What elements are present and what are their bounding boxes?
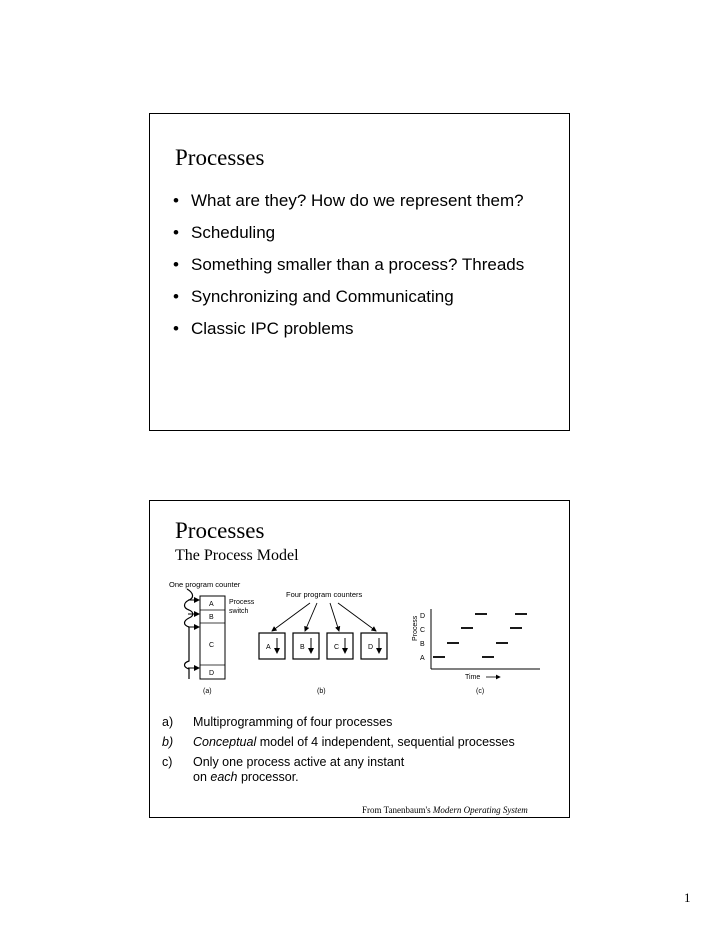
- slide-1: [149, 113, 570, 431]
- panel-b: [259, 590, 387, 695]
- source-credit: From Tanenbaum's Modern Operating System: [362, 805, 528, 815]
- page-number: 1: [684, 890, 691, 905]
- slide-2-title: Processes: [175, 518, 265, 543]
- bullet-item: • Scheduling: [173, 223, 276, 242]
- process-a-label: A: [209, 601, 214, 608]
- figure-captions: [162, 715, 567, 790]
- slide-1-title: Processes: [175, 145, 265, 170]
- bullet-dot-icon: •: [173, 191, 179, 210]
- panel-a: [169, 580, 255, 695]
- panel-c-caption: (c): [476, 688, 485, 695]
- bullet-dot-icon: •: [173, 287, 179, 306]
- axis-label-a: A: [420, 655, 425, 662]
- caption-item: b) Conceptual model of 4 independent, sequential processes: [162, 735, 515, 749]
- caption-item: a) Multiprogramming of four processes: [162, 715, 393, 729]
- panel-b-caption: (b): [317, 688, 326, 695]
- bullet-dot-icon: •: [173, 223, 179, 242]
- process-box-a: [259, 633, 285, 659]
- panel-a-caption: (a): [203, 688, 212, 695]
- y-axis-label: Process: [412, 615, 419, 641]
- axis-label-b: B: [420, 641, 425, 648]
- axis-label-c: C: [420, 627, 426, 634]
- bullet-item: • Classic IPC problems: [173, 319, 354, 338]
- bullet-item: • What are they? How do we represent them?: [173, 191, 524, 210]
- bullet-dot-icon: •: [173, 319, 179, 338]
- process-stack-box: [200, 596, 225, 679]
- panel-c: [412, 609, 540, 695]
- bullet-item: • Something smaller than a process? Threads: [173, 255, 525, 274]
- one-program-counter-label: One program counter: [169, 580, 241, 589]
- process-b-label: B: [209, 614, 214, 621]
- slide-1-bullet-list: [172, 190, 552, 350]
- bullet-item: • Synchronizing and Communicating: [173, 287, 454, 306]
- x-axis-label: Time: [465, 674, 481, 681]
- box-b-label: B: [300, 644, 305, 651]
- slide-2: [149, 500, 570, 818]
- process-model-figure: [150, 579, 569, 704]
- process-switch-label-2: switch: [229, 608, 249, 615]
- process-d-label: D: [209, 670, 215, 677]
- process-box-b: [293, 633, 319, 659]
- four-program-counters-label: Four program counters: [286, 590, 363, 599]
- process-switch-path: [185, 589, 193, 679]
- slide-2-subtitle: The Process Model: [175, 547, 299, 564]
- bullet-dot-icon: •: [173, 255, 179, 274]
- process-box-d: [361, 633, 387, 659]
- process-switch-label-1: Process: [229, 599, 255, 606]
- caption-item: c) Only one process active at any instant on each processor.: [162, 755, 405, 784]
- box-d-label: D: [368, 644, 374, 651]
- axis-label-d: D: [420, 613, 426, 620]
- box-c-label: C: [334, 644, 340, 651]
- box-a-label: A: [266, 644, 271, 651]
- process-box-c: [327, 633, 353, 659]
- process-c-label: C: [209, 642, 215, 649]
